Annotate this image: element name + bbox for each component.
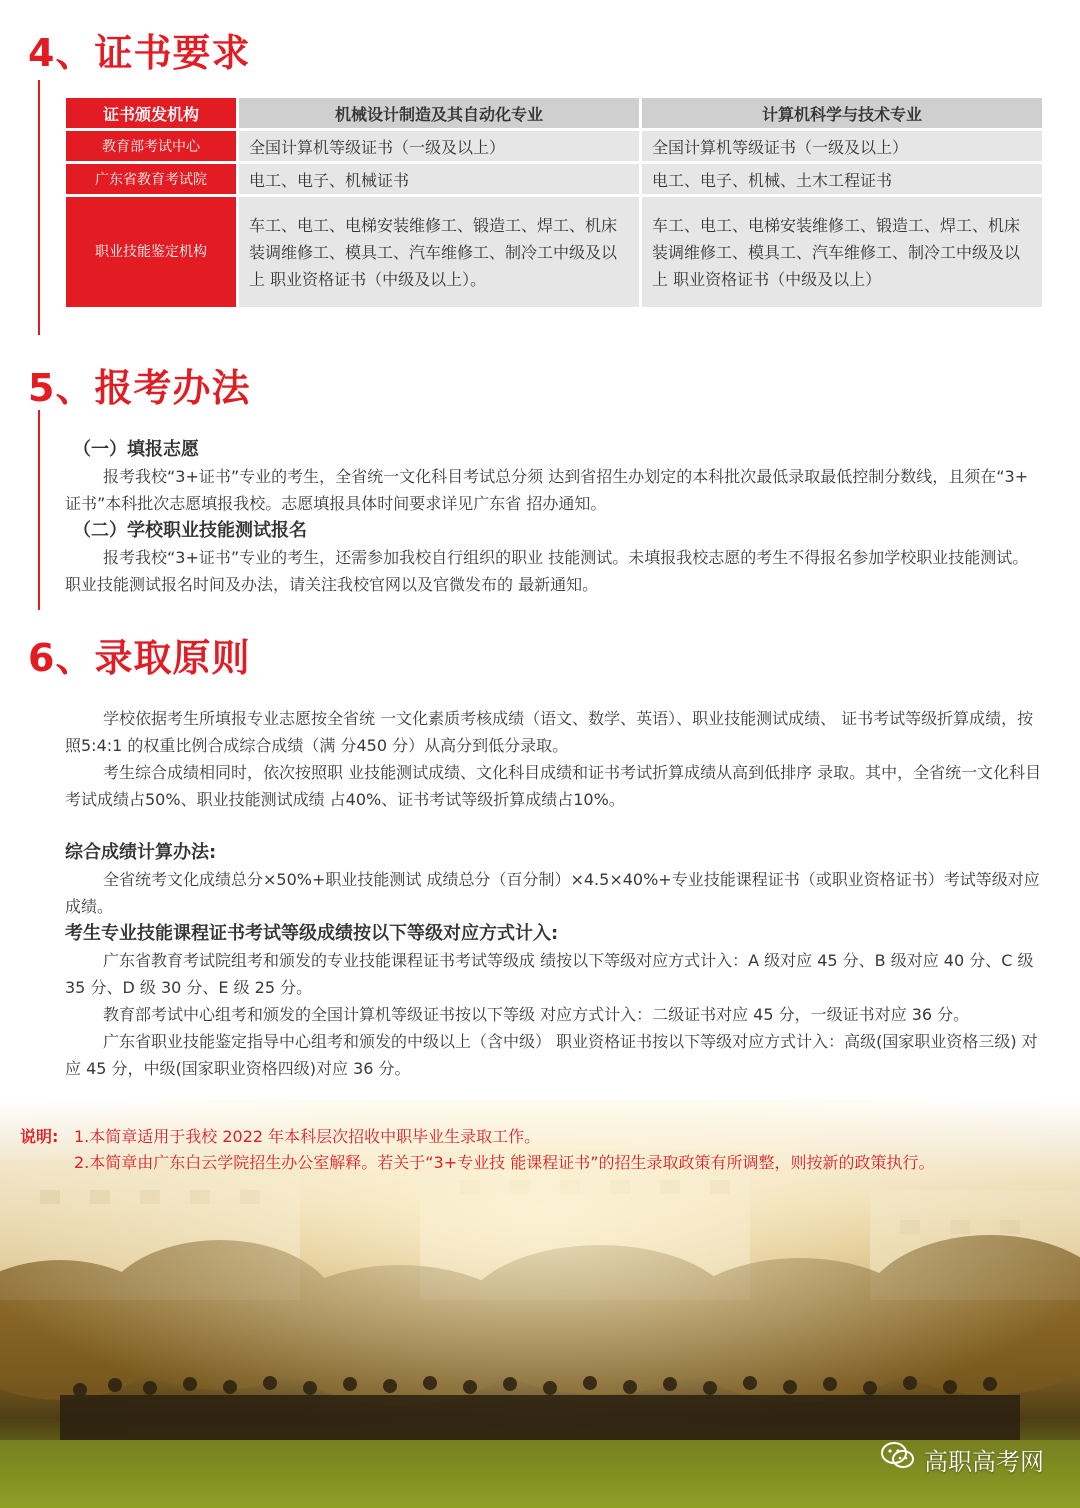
table-row [66, 131, 1042, 161]
note-item: 2.本简章由广东白云学院招生办公室解释。若关于“3+专业技 能课程证书”的招生录取政策有所调整，则按新的政策执行。 [74, 1153, 935, 1172]
section6-body [65, 705, 1043, 1082]
notes-block [20, 1124, 1070, 1176]
formula-heading: 综合成绩计算办法: [65, 842, 217, 863]
section4-title: 4、证书要求 [28, 31, 251, 75]
issuer-cell: 教育部考试中心 [66, 131, 236, 161]
paragraph: 学校依据考生所填报专业志愿按全省统 一文化素质考核成绩（语文、数学、英语）、职业技能测试成绩、 证书考试等级折算成绩，按照5:4:1 的权重比例合成综合成绩（满 分450 分）从高分到低分录取。 [65, 709, 1034, 755]
table-cell: 全国计算机等级证书（一级及以上） [642, 131, 1042, 161]
table-cell: 车工、电工、电梯安装维修工、锻造工、焊工、机床装调维修工、模具工、汽车维修工、制冷工中级及以上 职业资格证书（中级及以上） [642, 197, 1042, 307]
subheading-fill-application: （一）填报志愿 [73, 439, 199, 460]
table-header-row [66, 98, 1042, 128]
subheading-skill-test-registration: （二）学校职业技能测试报名 [73, 520, 307, 541]
section5-accent-line [38, 410, 40, 610]
issuer-cell: 广东省教育考试院 [66, 164, 236, 194]
table-cell: 电工、电子、机械证书 [239, 164, 639, 194]
paragraph: 报考我校“3+证书”专业的考生，还需参加我校自行组织的职业 技能测试。未填报我校志愿的考生不得报名参加学校职业技能测试。 职业技能测试报名时间及办法，请关注我校官网以及官微发布的 最新通知。 [65, 548, 1029, 594]
paragraph: 教育部考试中心组考和颁发的全国计算机等级证书按以下等级 对应方式计入：二级证书对应 45 分，一级证书对应 36 分。 [103, 1005, 970, 1024]
table-cell: 电工、电子、机械、土木工程证书 [642, 164, 1042, 194]
table-cell: 全国计算机等级证书（一级及以上） [239, 131, 639, 161]
wechat-icon [880, 1441, 916, 1477]
section5-title: 5、报考办法 [28, 366, 251, 410]
note-item: 1.本简章适用于我校 2022 年本科层次招收中职毕业生录取工作。 [74, 1127, 541, 1146]
paragraph: 广东省职业技能鉴定指导中心组考和颁发的中级以上（含中级） 职业资格证书按以下等级对应方式计入：高级(国家职业资格三级) 对应 45 分，中级(国家职业资格四级)对应 36 分。 [65, 1032, 1038, 1078]
header-mechanical-major: 机械设计制造及其自动化专业 [239, 98, 639, 128]
paragraph: 广东省教育考试院组考和颁发的专业技能课程证书考试等级成 绩按以下等级对应方式计入：A 级对应 45 分、B 级对应 40 分、C 级 35 分、D 级 30 分、E 级 25 分。 [65, 951, 1034, 997]
issuer-cell: 职业技能鉴定机构 [66, 197, 236, 307]
section4-accent-line [38, 80, 40, 335]
grade-heading: 考生专业技能课程证书考试等级成绩按以下等级对应方式计入: [65, 923, 559, 944]
section6-title: 6、录取原则 [28, 636, 251, 680]
header-issuer: 证书颁发机构 [66, 98, 236, 128]
notes-lead: 说明: [20, 1127, 59, 1146]
paragraph: 考生综合成绩相同时，依次按照职 业技能测试成绩、文化科目成绩和证书考试折算成绩从高到低排序 录取。其中，全省统一文化科目考试成绩占50%、职业技能测试成绩 占40%、证书考试等级折算成绩占10%。 [65, 763, 1042, 809]
table-row [66, 197, 1042, 307]
watermark-text: 高职高考网 [924, 1447, 1044, 1476]
watermark [880, 1441, 1044, 1477]
formula-paragraph: 全省统考文化成绩总分×50%+职业技能测试 成绩总分（百分制）×4.5×40%+专业技能课程证书（或职业资格证书）考试等级对应成绩。 [65, 870, 1040, 916]
table-row [66, 164, 1042, 194]
section5-body [65, 436, 1043, 598]
certificate-table [63, 95, 1045, 310]
header-cs-major: 计算机科学与技术专业 [642, 98, 1042, 128]
paragraph: 报考我校“3+证书”专业的考生，全省统一文化科目考试总分须 达到省招生办划定的本科批次最低录取最低控制分数线，且须在“3+ 证书”本科批次志愿填报我校。志愿填报具体时间要求详见广东省 招办通知。 [65, 467, 1029, 513]
table-cell: 车工、电工、电梯安装维修工、锻造工、焊工、机床装调维修工、模具工、汽车维修工、制冷工中级及以上 职业资格证书（中级及以上）。 [239, 197, 639, 307]
